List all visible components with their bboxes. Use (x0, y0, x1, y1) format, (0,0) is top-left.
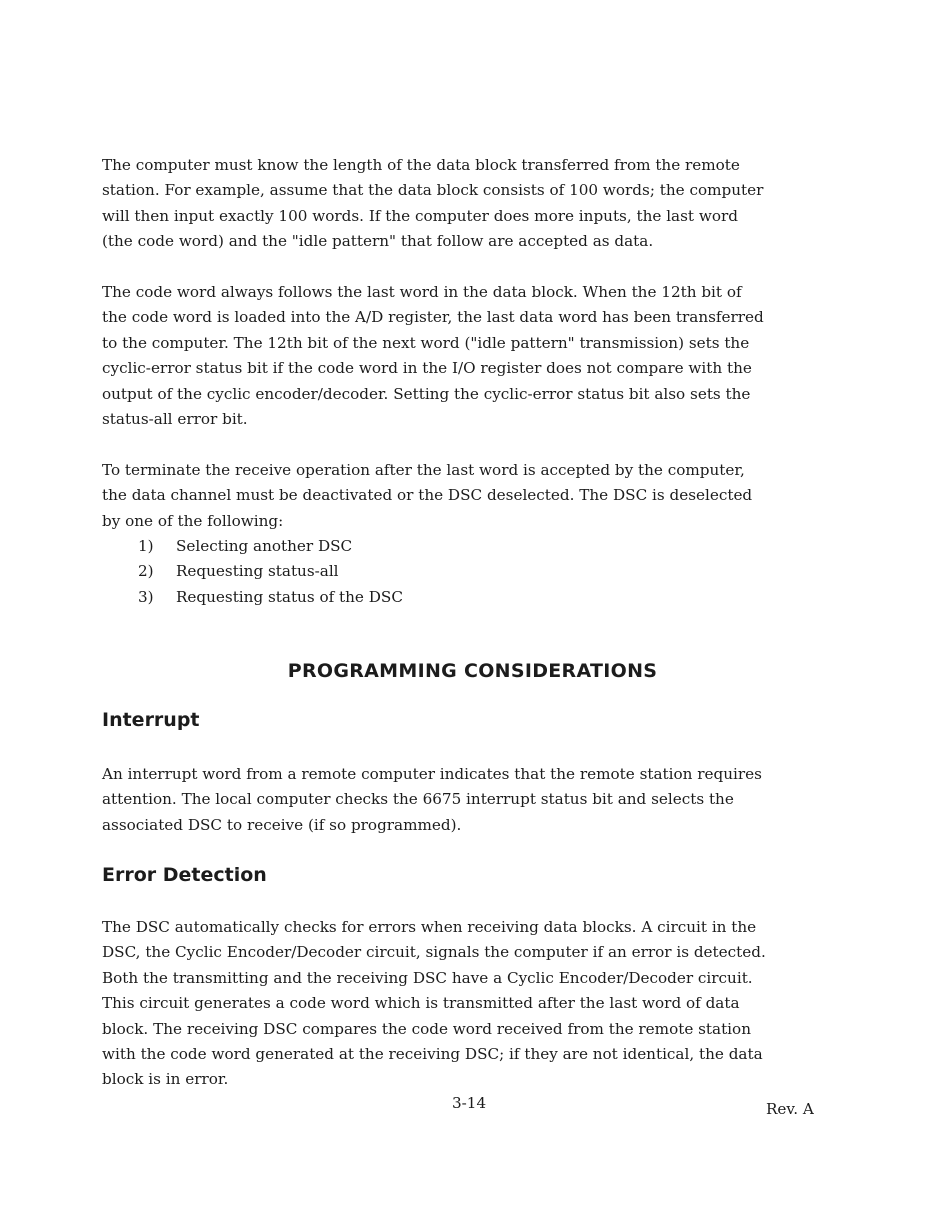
text-line: block. The receiving DSC compares the code word received from the remote station (102, 1019, 751, 1038)
list-item-number: 2) (138, 562, 154, 581)
page-number: 3-14 (452, 1094, 487, 1112)
list-item-text: Requesting status-all (176, 562, 339, 581)
text-line: associated DSC to receive (if so programmed). (102, 815, 462, 834)
paragraph-terminate-receive (102, 458, 842, 534)
text-line: (the code word) and the "idle pattern" that follow are accepted as data. (102, 232, 654, 251)
text-line: output of the cyclic encoder/decoder. Setting the cyclic-error status bit also sets the (102, 384, 751, 403)
text-line: To terminate the receive operation after the last word is accepted by the computer, (102, 461, 745, 479)
text-line: block is in error. (102, 1070, 229, 1089)
text-line: by one of the following: (102, 511, 284, 530)
list-item (138, 559, 403, 584)
list-item-number: 3) (138, 587, 154, 606)
text-line: The code word always follows the last word in the data block. When the 12th bit of (102, 283, 742, 301)
section-heading: PROGRAMMING CONSIDERATIONS (287, 660, 658, 682)
list-item-text: Requesting status of the DSC (176, 587, 403, 606)
paragraph-error-detection (102, 915, 842, 1093)
text-line: to the computer. The 12th bit of the next word ("idle pattern" transmission) sets the (102, 333, 750, 352)
text-line: will then input exactly 100 words. If the computer does more inputs, the last word (102, 206, 738, 225)
text-line: cyclic-error status bit if the code word in the I/O register does not compare with the (102, 359, 752, 378)
text-line: attention. The local computer checks the 6675 interrupt status bit and selects the (102, 790, 734, 809)
text-line: An interrupt word from a remote computer indicates that the remote station requires (102, 765, 762, 783)
list-item-text: Selecting another DSC (176, 537, 353, 555)
text-line: station. For example, assume that the data block consists of 100 words; the computer (102, 181, 764, 200)
text-line: with the code word generated at the receiving DSC; if they are not identical, the data (102, 1045, 763, 1064)
paragraph-interrupt (102, 762, 842, 838)
deselect-options-list (138, 534, 403, 610)
text-line: the data channel must be deactivated or the DSC deselected. The DSC is deselected (102, 486, 753, 505)
subheading-interrupt: Interrupt (102, 709, 200, 731)
text-line: The DSC automatically checks for errors when receiving data blocks. A circuit in the (102, 918, 757, 936)
text-line: This circuit generates a code word which is transmitted after the last word of data (102, 994, 740, 1013)
text-line: The computer must know the length of the data block transferred from the remote (102, 156, 740, 174)
list-item (138, 585, 403, 610)
paragraph-code-word (102, 280, 842, 432)
list-item-number: 1) (138, 537, 154, 555)
subheading-error-detection: Error Detection (102, 864, 267, 886)
text-line: Both the transmitting and the receiving DSC have a Cyclic Encoder/Decoder circuit. (102, 968, 753, 987)
text-line: DSC, the Cyclic Encoder/Decoder circuit, signals the computer if an error is detected. (102, 943, 766, 962)
revision-label: Rev. A (766, 1100, 814, 1118)
list-item (138, 534, 403, 559)
paragraph-data-block-length (102, 153, 842, 255)
text-line: the code word is loaded into the A/D register, the last data word has been transferred (102, 308, 764, 327)
text-line: status-all error bit. (102, 410, 248, 429)
